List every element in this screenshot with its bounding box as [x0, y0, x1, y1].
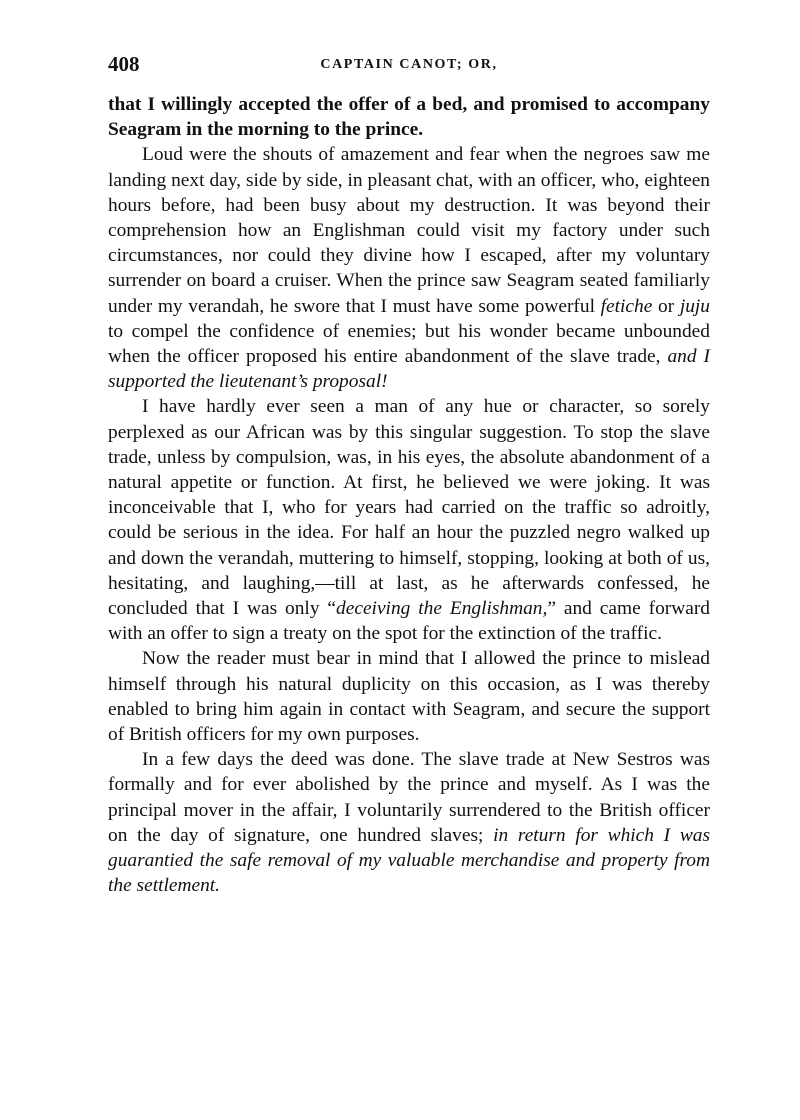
- paragraph: [108, 394, 710, 646]
- text-run: or: [652, 295, 680, 317]
- text-run: that I willingly accepted the offer of a bed, and promised to accompany Seagram in the morning to the prince.: [108, 94, 710, 141]
- italic-text: in return for which I was guarantied the safe removal of my valuable merchandise and property from the settlement.: [108, 824, 711, 897]
- italic-text: deceiving the Englishman,: [336, 598, 548, 620]
- text-run: to compel the confidence of enemies; but his wonder became unbounded when the officer proposed his entire abandonment of the slave trade,: [108, 320, 710, 368]
- text-run: In a few days the deed was done. The slave trade at New Sestros was formally and for ever abolished by the prince and myself. As I was the principal mover in the affair, I voluntarily surrendered to the British officer on the day of signature, one hundred slaves;: [108, 749, 710, 846]
- book-page: [108, 52, 710, 899]
- italic-text: juju: [679, 295, 710, 317]
- page-number: 408: [108, 52, 140, 76]
- text-run: Now the reader must bear in mind that I allowed the prince to mislead himself through his natural duplicity on this occasion, as I was thereby enabled to bring him again in contact with Seagram, and secure the support of British officers for my own purposes.: [108, 648, 710, 746]
- text-run: I have hardly ever seen a man of any hue or character, so sorely perplexed as our African was by this singular suggestion. To stop the slave trade, unless by compulsion, was, in his eyes, the absolute abandonment of a natural appetite or function. At first, he believed we were joking. It was inconceivable that I, who for years had carried on the traffic so adroitly, could be serious in the idea. For half an hour the puzzled negro walked up and down the verandah, muttering to himself, stopping, looking at both of us, hesitating, and laughing,—till at last, as he afterwards confessed, he concluded that I was only “: [108, 396, 710, 620]
- paragraph: [108, 142, 710, 394]
- paragraph: [108, 747, 710, 898]
- paragraph: [108, 92, 710, 142]
- paragraph: [108, 646, 710, 747]
- text-run: Loud were the shouts of amazement and fear when the negroes saw me landing next day, side by side, in pleasant chat, with an officer, who, eighteen hours before, had been busy about my destruction. It was beyond their comprehension how an Englishman could visit my factory under such circumstances, nor could they divine how I escaped, after my voluntary surrender on board a cruiser. When the prince saw Seagram seated familiarly under my verandah, he swore that I must have some powerful: [108, 144, 710, 317]
- body-text: [108, 92, 710, 899]
- italic-text: fetiche: [600, 295, 653, 317]
- page-header: [108, 52, 710, 82]
- text-run: ” and came forward with an offer to sign a treaty on the spot for the extinction of the traffic.: [108, 598, 710, 645]
- italic-text: and I supported the lieutenant’s proposal!: [108, 346, 710, 393]
- running-title: CAPTAIN CANOT; OR,: [320, 57, 498, 72]
